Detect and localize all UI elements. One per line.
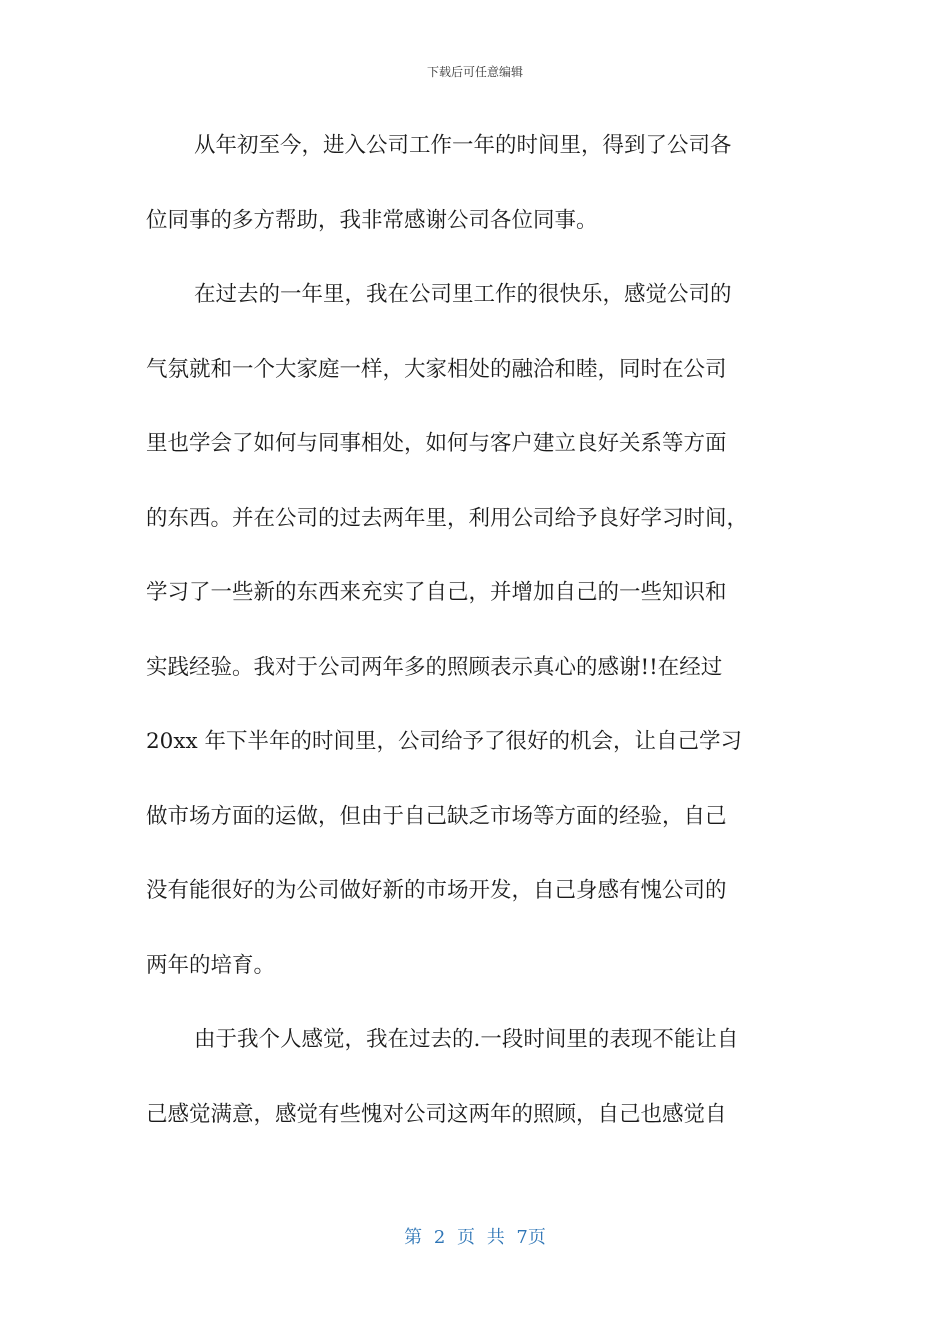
document-body: [146, 122, 806, 1165]
text-line: 里也学会了如何与同事相处，如何与客户建立良好关系等方面: [146, 431, 727, 456]
text-line: 实践经验。我对于公司两年多的照顾表示真心的感谢!!在经过: [146, 654, 723, 680]
text-line: 位同事的多方帮助，我非常感谢公司各位同事。: [146, 207, 598, 233]
text-line: 从年初至今，进入公司工作一年的时间里，得到了公司各: [194, 133, 732, 158]
text-line: 20xx 年下半年的时间里，公司给予了很好的机会，让自己学习: [146, 729, 742, 754]
text-line: 由于我个人感觉，我在过去的.一段时间里的表现不能让自: [194, 1027, 739, 1052]
text-line: 在过去的一年里，我在公司里工作的很快乐，感觉公司的: [194, 282, 732, 307]
text-line: 两年的培育。: [146, 952, 276, 978]
text-line: 气氛就和一个大家庭一样，大家相处的融洽和睦，同时在公司: [146, 356, 727, 382]
page-header-note: 下载后可任意编辑: [426, 65, 523, 79]
text-line: 己感觉满意，感觉有些愧对公司这两年的照顾，自己也感觉自: [146, 1101, 727, 1127]
text-line: 做市场方面的运做，但由于自己缺乏市场等方面的经验，自己: [146, 803, 727, 829]
text-line: 没有能很好的为公司做好新的市场开发，自己身感有愧公司的: [146, 878, 727, 903]
page-number: 第 2 页 共 7页: [404, 1227, 546, 1248]
text-line: 学习了一些新的东西来充实了自己，并增加自己的一些知识和: [146, 580, 727, 605]
text-line: 的东西。并在公司的过去两年里，利用公司给予良好学习时间，: [146, 505, 749, 531]
